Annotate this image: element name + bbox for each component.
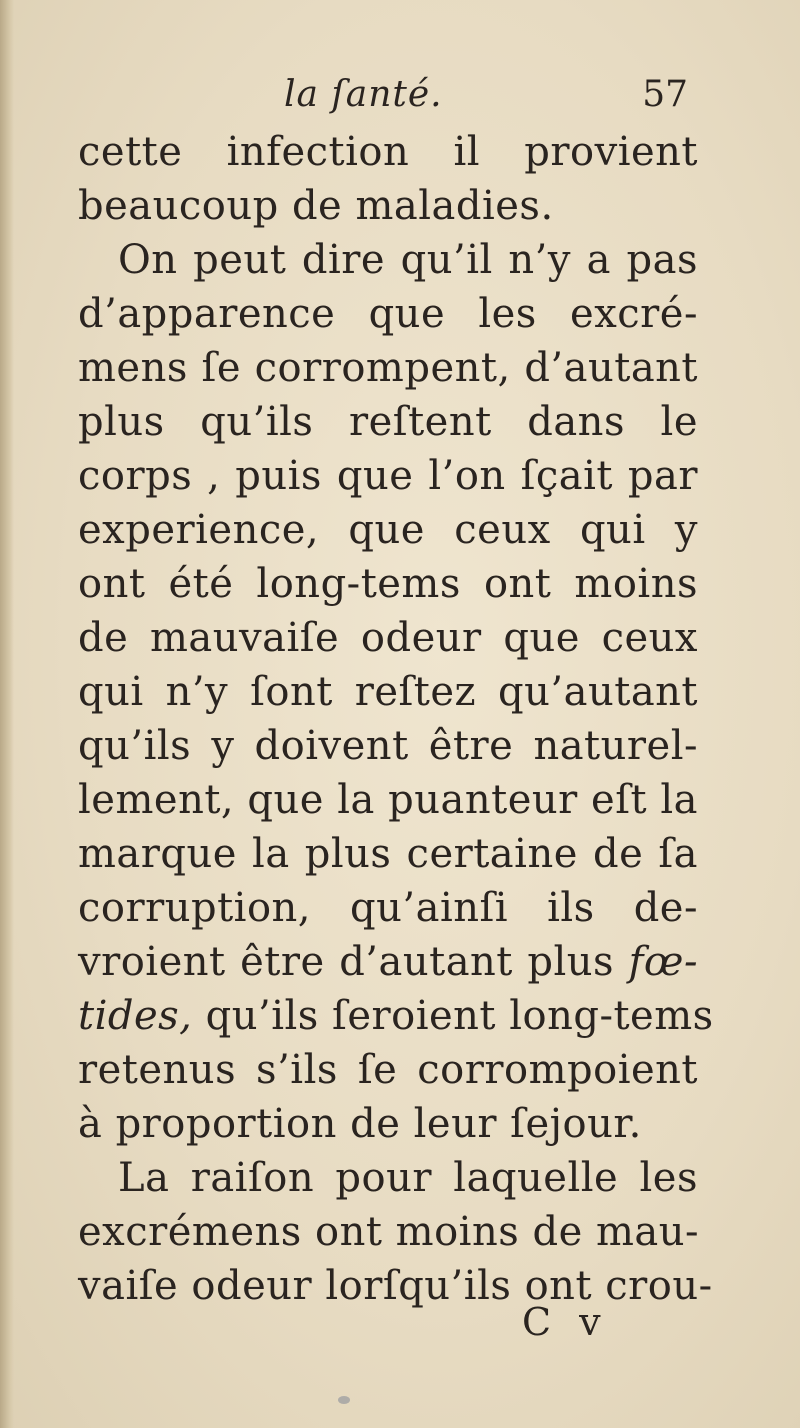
signature-mark: C v	[522, 1300, 609, 1344]
text-line: d’apparence que les excré-	[78, 291, 698, 337]
running-title: la ſanté.	[284, 74, 443, 115]
text-line: cette infection il provient	[78, 129, 698, 175]
text-segment: vroient être d’autant plus	[78, 939, 615, 985]
paragraph-first-line: La raiſon pour laquelle les	[118, 1155, 698, 1201]
italic-word: tides,	[78, 993, 193, 1039]
page-gutter	[0, 0, 14, 1428]
text-line: vaiſe odeur lorſqu’ils ont crou-	[78, 1263, 713, 1309]
text-line: beaucoup de maladies.	[78, 183, 554, 229]
text-line: retenus s’ils ſe corrompoient	[78, 1047, 698, 1093]
paragraph-first-line: On peut dire qu’il n’y a pas	[118, 237, 698, 283]
text-line-with-italic	[78, 989, 714, 1043]
ink-stain	[338, 1396, 350, 1404]
text-line: excrémens ont moins de mau-	[78, 1209, 700, 1255]
page-number: 57	[642, 74, 688, 115]
text-line: marque la plus certaine de ſa	[78, 831, 698, 877]
text-line-with-italic	[78, 935, 698, 989]
text-line: mens ſe corrompent, d’autant	[78, 345, 698, 391]
body-text	[78, 125, 714, 1313]
text-line: plus qu’ils reſtent dans le	[78, 399, 698, 445]
text-line: corruption, qu’ainſi ils de-	[78, 885, 698, 931]
text-line: lement, que la puanteur eſt la	[78, 777, 698, 823]
text-line: qu’ils y doivent être naturel-	[78, 723, 698, 769]
text-line: corps , puis que l’on ſçait par	[78, 453, 698, 499]
text-line: à proportion de leur ſejour.	[78, 1101, 642, 1147]
text-segment: qu’ils ſeroient long-tems	[205, 993, 714, 1039]
text-line: de mauvaiſe odeur que ceux	[78, 615, 698, 661]
text-line: ont été long-tems ont moins	[78, 561, 698, 607]
italic-word: fœ-	[628, 939, 698, 985]
text-line: qui n’y ſont reſtez qu’autant	[78, 669, 698, 715]
page-header	[78, 74, 688, 120]
text-line: experience, que ceux qui y	[78, 507, 698, 553]
